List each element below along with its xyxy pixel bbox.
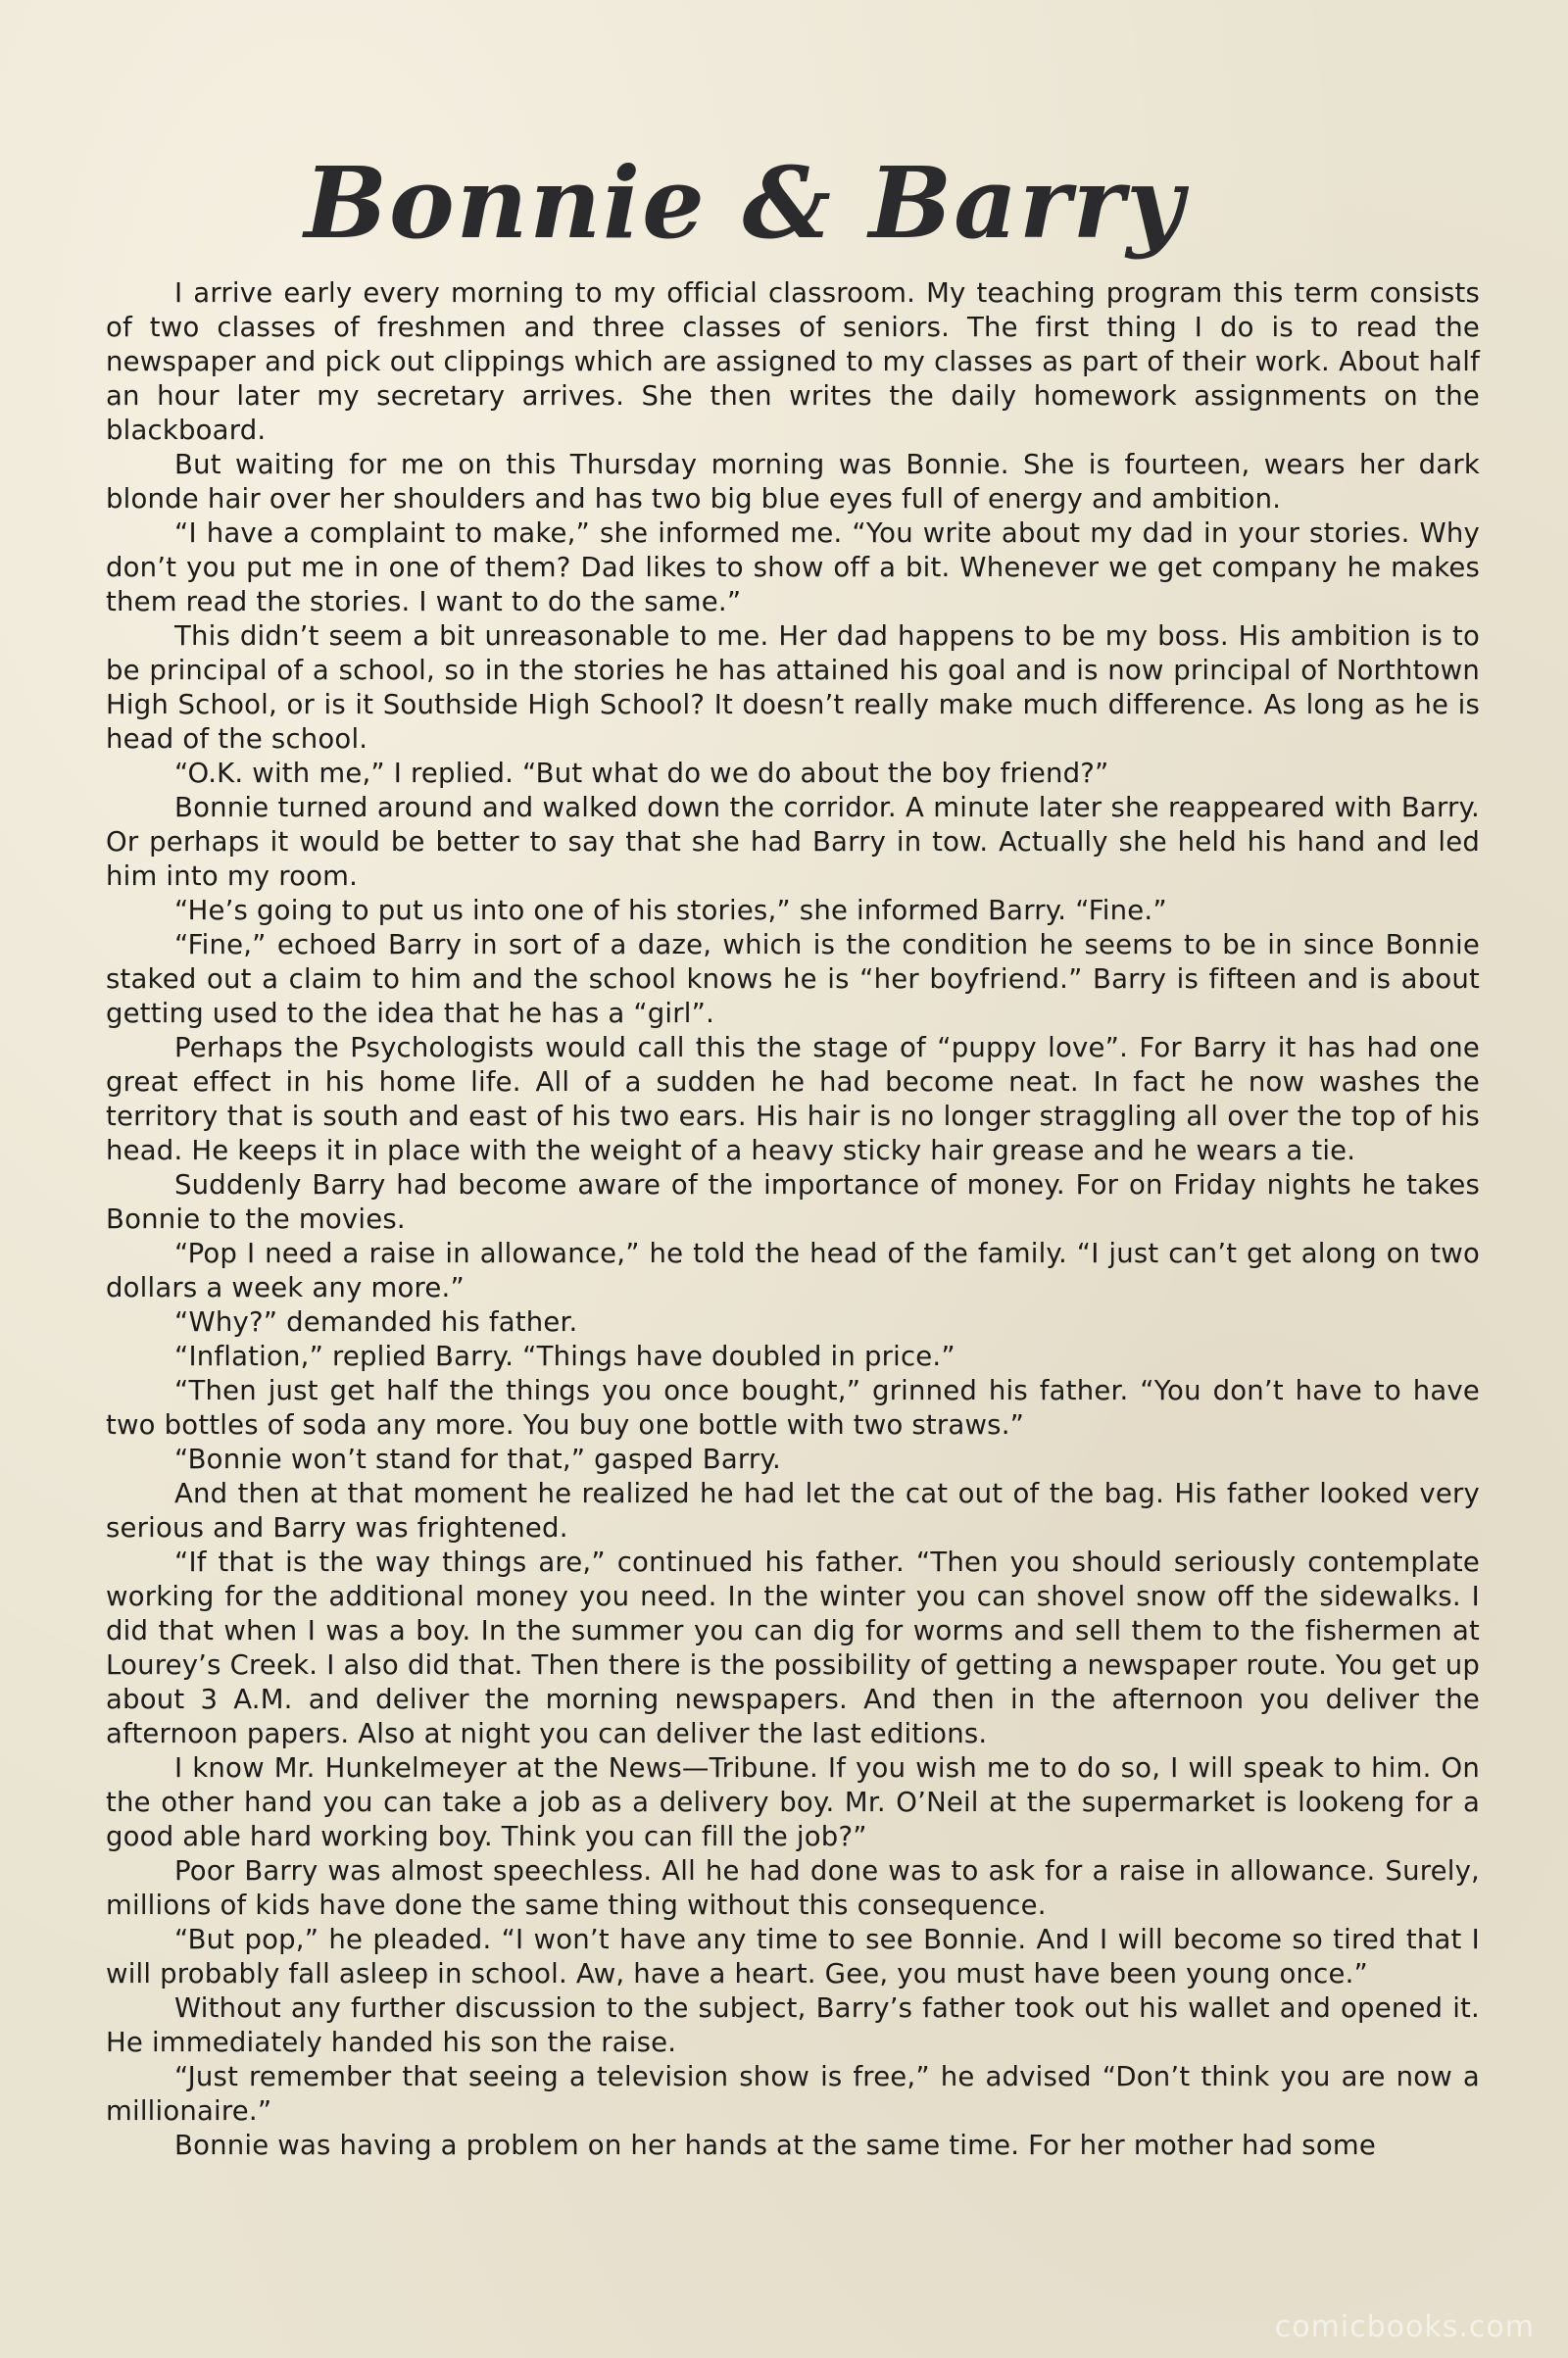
paragraph: “Bonnie won’t stand for that,” gasped Barry. [174, 1444, 781, 1475]
paragraph: Suddenly Barry had become aware of the importance of money. For on Friday nights he takes Bonnie to the movies. [106, 1169, 1480, 1235]
site-watermark: comicbooks.com [1274, 2310, 1535, 2344]
paragraph: This didn’t seem a bit unreasonable to me. Her dad happens to be my boss. His ambition is to be principal of a school, so in the stories he has attained his goal and is now principal of Northtown High School, or is it Southside High School? It doesn’t really make much difference. As long as he is head of the school. [106, 620, 1480, 755]
paragraph: Perhaps the Psychologists would call this the stage of “puppy love”. For Barry it has had one great effect in his home life. All of a sudden he had become neat. In fact he now washes the territory that is south and east of his two ears. His hair is no longer straggling all over the top of his head. He keeps it in place with the weight of a heavy sticky hair grease and he wears a tie. [106, 1032, 1480, 1166]
paragraph: I know Mr. Hunkelmeyer at the News—Tribune. If you wish me to do so, I will speak to him. On the other hand you can take a job as a delivery boy. Mr. O’Neil at the supermarket is lookeng for a good able hard working boy. Think you can fill the job?” [106, 1752, 1480, 1852]
paragraph: But waiting for me on this Thursday morning was Bonnie. She is fourteen, wears her dark blonde hair over her shoulders and has two big blue eyes full of energy and ambition. [106, 449, 1480, 515]
paragraph: I arrive early every morning to my official classroom. My teaching program this term consists of two classes of freshmen and three classes of seniors. The first thing I do is to read the newspaper and pick out clippings which are assigned to my classes as part of their work. About half an hour later my secretary arrives. She then writes the daily homework assignments on the blackboard. [106, 277, 1480, 446]
paragraph: “Why?” demanded his father. [174, 1306, 578, 1338]
paragraph: “Just remember that seeing a television show is free,” he advised “Don’t think you are now a millionaire.” [106, 2061, 1480, 2127]
paragraph: “He’s going to put us into one of his stories,” she informed Barry. “Fine.” [174, 895, 1167, 926]
paragraph: Poor Barry was almost speechless. All he had done was to ask for a raise in allowance. Surely, millions of kids have done the same thing without this consequence. [106, 1855, 1480, 1921]
paragraph: “Fine,” echoed Barry in sort of a daze, which is the condition he seems to be in since Bonnie staked out a claim to him and the school knows he is “her boyfriend.” Barry is fifteen and is about getting used to the idea that he has a “girl”. [106, 929, 1480, 1029]
paragraph: “But pop,” he pleaded. “I won’t have any time to see Bonnie. And I will become so tired that I will probably fall asleep in school. Aw, have a heart. Gee, you must have been young once.” [106, 1924, 1480, 1990]
paragraph: “Pop I need a raise in allowance,” he told the head of the family. “I just can’t get along on two dollars a week any more.” [106, 1238, 1480, 1303]
paragraph: Bonnie was having a problem on her hands at the same time. For her mother had some [174, 2130, 1376, 2161]
paragraph: “Then just get half the things you once bought,” grinned his father. “You don’t have to have two bottles of soda any more. You buy one bottle with two straws.” [106, 1375, 1480, 1441]
story-text [106, 276, 1480, 2163]
paragraph: “O.K. with me,” I replied. “But what do we do about the boy friend?” [174, 758, 1109, 789]
paragraph: “If that is the way things are,” continued his father. “Then you should seriously contemplate working for the additional money you need. In the winter you can shovel snow off the sidewalks. I did that when I was a boy. In the summer you can dig for worms and sell them to the fishermen at Lourey’s Creek. I also did that. Then there is the possibility of getting a newspaper route. You get up about 3 A.M. and deliver the morning newspapers. And then in the afternoon you deliver the afternoon papers. Also at night you can deliver the last editions. [106, 1547, 1480, 1749]
paragraph: “Inflation,” replied Barry. “Things have doubled in price.” [174, 1341, 956, 1372]
paragraph: And then at that moment he realized he had let the cat out of the bag. His father looked very serious and Barry was frightened. [106, 1478, 1480, 1544]
paragraph: “I have a complaint to make,” she informed me. “You write about my dad in your stories. Why don’t you put me in one of them? Dad likes to show off a bit. Whenever we get company he makes them read the stories. I want to do the same.” [106, 517, 1480, 617]
story-title: Bonnie & Barry [304, 145, 1186, 261]
paragraph: Bonnie turned around and walked down the corridor. A minute later she reappeared with Barry. Or perhaps it would be better to say that she had Barry in tow. Actually she held his hand and led him into my room. [106, 792, 1480, 892]
paragraph: Without any further discussion to the subject, Barry’s father took out his wallet and opened it. He immediately handed his son the raise. [106, 1992, 1480, 2058]
